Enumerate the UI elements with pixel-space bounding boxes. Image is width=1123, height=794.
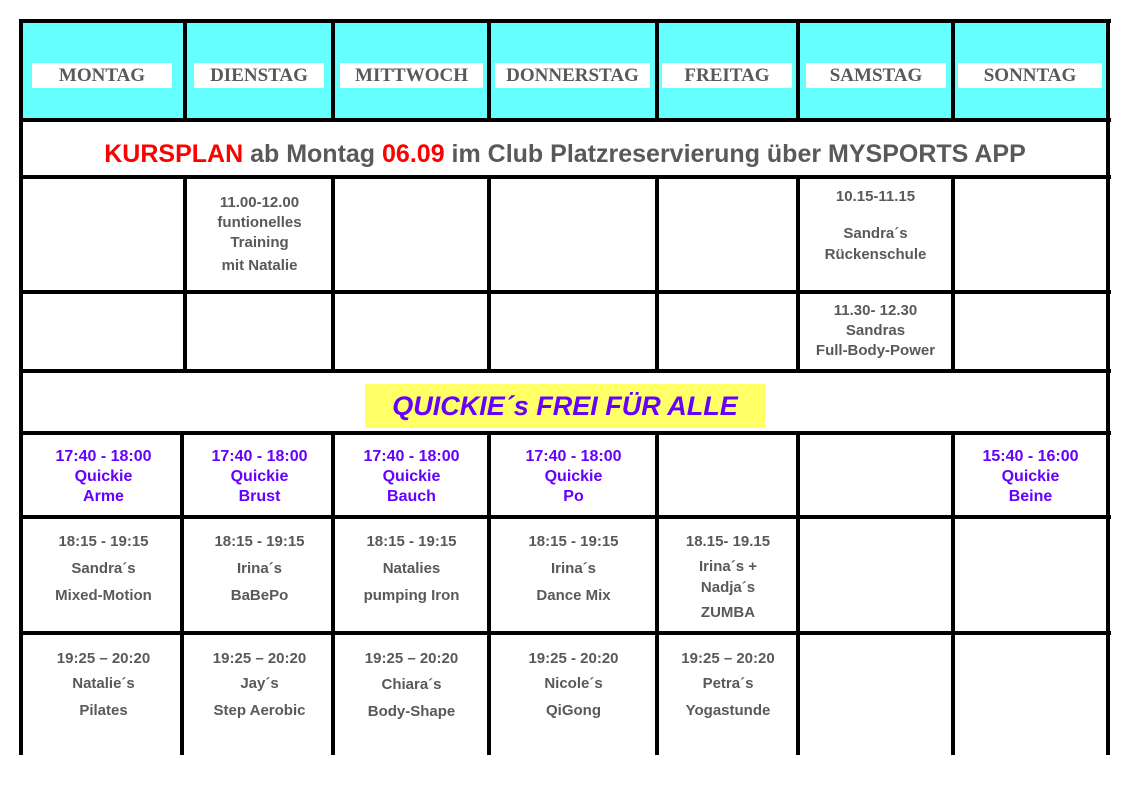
course-cell-wed-pumping-iron: 18:15 - 19:15 Natalies pumping Iron (363, 533, 460, 604)
grid-line (1106, 19, 1110, 755)
course-cell-mon-mixed-motion: 18:15 - 19:15 Sandra´s Mixed-Motion (55, 533, 152, 604)
title-text-1: ab Montag (243, 140, 383, 168)
grid-line (331, 431, 335, 755)
course-cell-fri-zumba: 18.15- 19.15 Irina´s + Nadja´s ZUMBA (685, 533, 771, 621)
course-cell-mon-pilates: 19:25 – 20:20 Natalie´s Pilates (56, 650, 151, 719)
day-wednesday: MITTWOCH (340, 63, 483, 88)
quickie-cell-mon: 17:40 - 18:00 Quickie Arme (55, 448, 152, 505)
grid-line (655, 431, 659, 755)
day-saturday: SAMSTAG (806, 63, 946, 88)
grid-line (487, 19, 491, 122)
course-cell-tue-training: 11.00-12.00 funtionelles Training mit Natalie (217, 194, 302, 274)
quickie-cell-tue: 17:40 - 18:00 Quickie Brust (211, 448, 308, 505)
course-cell-tue-babepo: 18:15 - 19:15 Irina´s BaBePo (214, 533, 305, 604)
title-date: 06.09 (382, 140, 445, 168)
course-cell-thu-qigong: 19:25 - 20:20 Nicole´s QiGong (528, 650, 619, 719)
schedule-title (22, 140, 1108, 169)
quickie-cell-sun: 15:40 - 16:00 Quickie Beine (982, 448, 1079, 505)
day-monday: MONTAG (32, 63, 172, 88)
day-friday: FREITAG (662, 63, 792, 88)
quickie-cell-thu: 17:40 - 18:00 Quickie Po (525, 448, 622, 505)
grid-line (655, 19, 659, 122)
day-sunday: SONNTAG (958, 63, 1102, 88)
title-kursplan: KURSPLAN (104, 140, 244, 168)
course-cell-sat-fullbody: 11.30- 12.30 Sandras Full-Body-Power (815, 302, 936, 359)
grid-line (331, 19, 335, 122)
grid-line (796, 431, 800, 755)
course-cell-thu-dance-mix: 18:15 - 19:15 Irina´s Dance Mix (528, 533, 619, 604)
grid-line (655, 175, 659, 373)
title-text-2: im Club Platzreservierung über MYSPORTS APP (444, 140, 1026, 168)
grid-line (487, 431, 491, 755)
quickie-cell-wed: 17:40 - 18:00 Quickie Bauch (363, 448, 460, 505)
course-cell-fri-yogastunde: 19:25 – 20:20 Petra´s Yogastunde (681, 650, 775, 719)
grid-line (487, 175, 491, 373)
grid-line (951, 175, 955, 373)
course-cell-wed-body-shape: 19:25 – 20:20 Chiara´s Body-Shape (364, 650, 459, 720)
course-cell-tue-step-aerobic: 19:25 – 20:20 Jay´s Step Aerobic (212, 650, 307, 719)
grid-line (796, 175, 800, 373)
grid-line (183, 19, 187, 122)
grid-line (331, 175, 335, 373)
day-tuesday: DIENSTAG (194, 63, 324, 88)
quickie-banner: QUICKIE´s FREI FÜR ALLE (365, 384, 765, 428)
day-thursday: DONNERSTAG (495, 63, 650, 88)
course-cell-sat-rueckenschule: 10.15-11.15 Sandra´s Rückenschule (824, 188, 927, 263)
grid-line (180, 431, 184, 755)
grid-line (183, 175, 187, 373)
grid-line (19, 19, 23, 755)
grid-line (951, 431, 955, 755)
grid-line (951, 19, 955, 122)
grid-line (796, 19, 800, 122)
